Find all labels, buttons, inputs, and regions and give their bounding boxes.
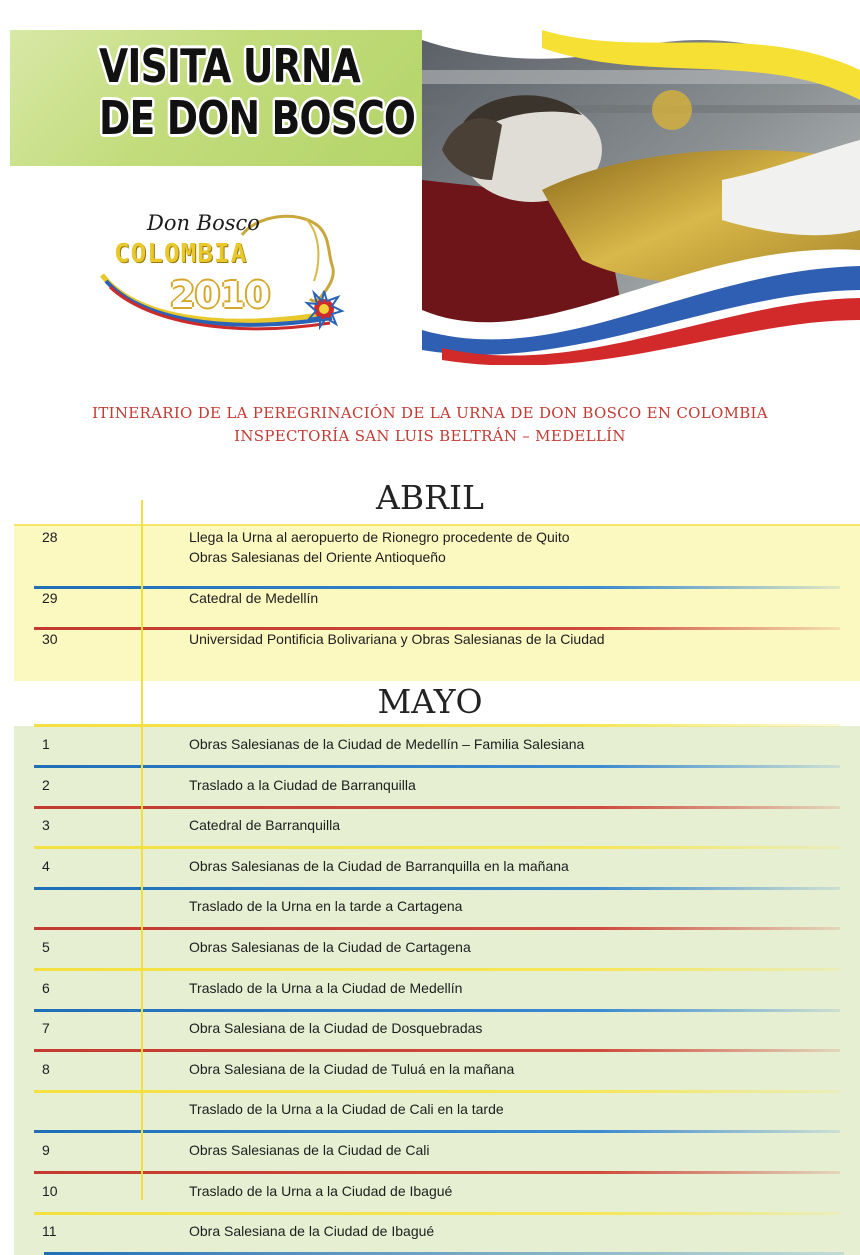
row-day: 1 xyxy=(42,736,50,752)
title-line-2: DE DON BOSCO xyxy=(99,91,416,145)
page-title xyxy=(99,39,416,145)
mayo-row xyxy=(0,1101,860,1121)
mayo-row xyxy=(0,817,860,837)
row-divider xyxy=(34,1212,840,1215)
row-day: 2 xyxy=(42,777,50,793)
row-description: Traslado de la Urna a la Ciudad de Medellín xyxy=(189,980,463,996)
row-day: 28 xyxy=(42,529,58,545)
mayo-row xyxy=(0,736,860,756)
row-divider xyxy=(34,887,840,890)
don-bosco-colombia-logo xyxy=(92,205,362,335)
subtitle-line-1: ITINERARIO DE LA PEREGRINACIÓN DE LA URNA DE DON BOSCO EN COLOMBIA xyxy=(92,404,768,422)
mayo-top-rule xyxy=(34,724,840,727)
row-day: 8 xyxy=(42,1061,50,1077)
mayo-row xyxy=(0,980,860,1000)
row-description: Traslado de la Urna a la Ciudad de Ibagué xyxy=(189,1183,453,1199)
row-description: Obras Salesianas de la Ciudad de Cartagena xyxy=(189,939,471,955)
month-heading-mayo: MAYO xyxy=(377,682,483,721)
row-description: Catedral de Barranquilla xyxy=(189,817,340,833)
row-description: Traslado de la Urna a la Ciudad de Cali en la tarde xyxy=(189,1101,504,1117)
row-description: Obras Salesianas de la Ciudad de Barranquilla en la mañana xyxy=(189,858,569,874)
row-divider xyxy=(34,1009,840,1012)
row-description: Obras Salesianas de la Ciudad de Cali xyxy=(189,1142,430,1158)
mayo-row xyxy=(0,1183,860,1203)
row-description: Obras Salesianas de la Ciudad de Medellín – Familia Salesiana xyxy=(189,736,585,752)
don-bosco-urn-photo xyxy=(422,30,860,365)
subtitle-line-2: INSPECTORÍA SAN LUIS BELTRÁN – MEDELLÍN xyxy=(234,427,626,445)
row-day: 3 xyxy=(42,817,50,833)
abril-row xyxy=(0,529,860,565)
row-day: 6 xyxy=(42,980,50,996)
row-description xyxy=(189,529,570,569)
row-divider xyxy=(34,1090,840,1093)
row-day: 29 xyxy=(42,590,58,606)
row-day: 10 xyxy=(42,1183,58,1199)
row-divider xyxy=(34,927,840,930)
logo-text-year: 2010 xyxy=(170,275,271,316)
logo-text-colombia: COLOMBIA xyxy=(114,239,248,269)
mayo-row xyxy=(0,777,860,797)
row-day: 4 xyxy=(42,858,50,874)
logo-text-don-bosco: Don Bosco xyxy=(147,211,260,235)
row-divider xyxy=(34,627,840,630)
row-day: 7 xyxy=(42,1020,50,1036)
row-description: Universidad Pontificia Bolivariana y Obras Salesianas de la Ciudad xyxy=(189,631,605,647)
mayo-row xyxy=(0,939,860,959)
abril-row xyxy=(0,590,860,610)
row-divider xyxy=(34,968,840,971)
mayo-row xyxy=(0,858,860,878)
row-description: Traslado a la Ciudad de Barranquilla xyxy=(189,777,416,793)
row-divider xyxy=(34,765,840,768)
month-heading-abril: ABRIL xyxy=(376,478,484,517)
row-divider xyxy=(34,1049,840,1052)
vertical-divider xyxy=(141,500,143,1200)
row-day: 30 xyxy=(42,631,58,647)
mayo-row xyxy=(0,1020,860,1040)
title-line-1: VISITA URNA xyxy=(99,39,360,93)
row-description-line: Llega la Urna al aeropuerto de Rionegro procedente de Quito xyxy=(189,529,570,545)
itinerary-subtitle xyxy=(0,402,860,448)
row-description: Obra Salesiana de la Ciudad de Ibagué xyxy=(189,1223,435,1239)
mayo-row xyxy=(0,1223,860,1243)
mayo-row xyxy=(0,1142,860,1162)
row-description: Obra Salesiana de la Ciudad de Dosquebradas xyxy=(189,1020,483,1036)
mayo-row xyxy=(0,1061,860,1081)
row-description: Traslado de la Urna en la tarde a Cartagena xyxy=(189,898,463,914)
row-divider xyxy=(34,586,840,589)
urn-photo-illustration xyxy=(422,30,860,365)
row-day: 9 xyxy=(42,1142,50,1158)
row-description: Obra Salesiana de la Ciudad de Tuluá en la mañana xyxy=(189,1061,515,1077)
row-divider xyxy=(34,1130,840,1133)
mayo-row xyxy=(0,898,860,918)
row-description: Catedral de Medellín xyxy=(189,590,319,606)
abril-row xyxy=(0,631,860,651)
row-day: 11 xyxy=(42,1223,57,1239)
row-divider xyxy=(34,806,840,809)
row-description-line: Obras Salesianas del Oriente Antioqueño xyxy=(189,549,446,565)
row-day: 5 xyxy=(42,939,50,955)
row-divider xyxy=(34,846,840,849)
row-divider xyxy=(34,1171,840,1174)
